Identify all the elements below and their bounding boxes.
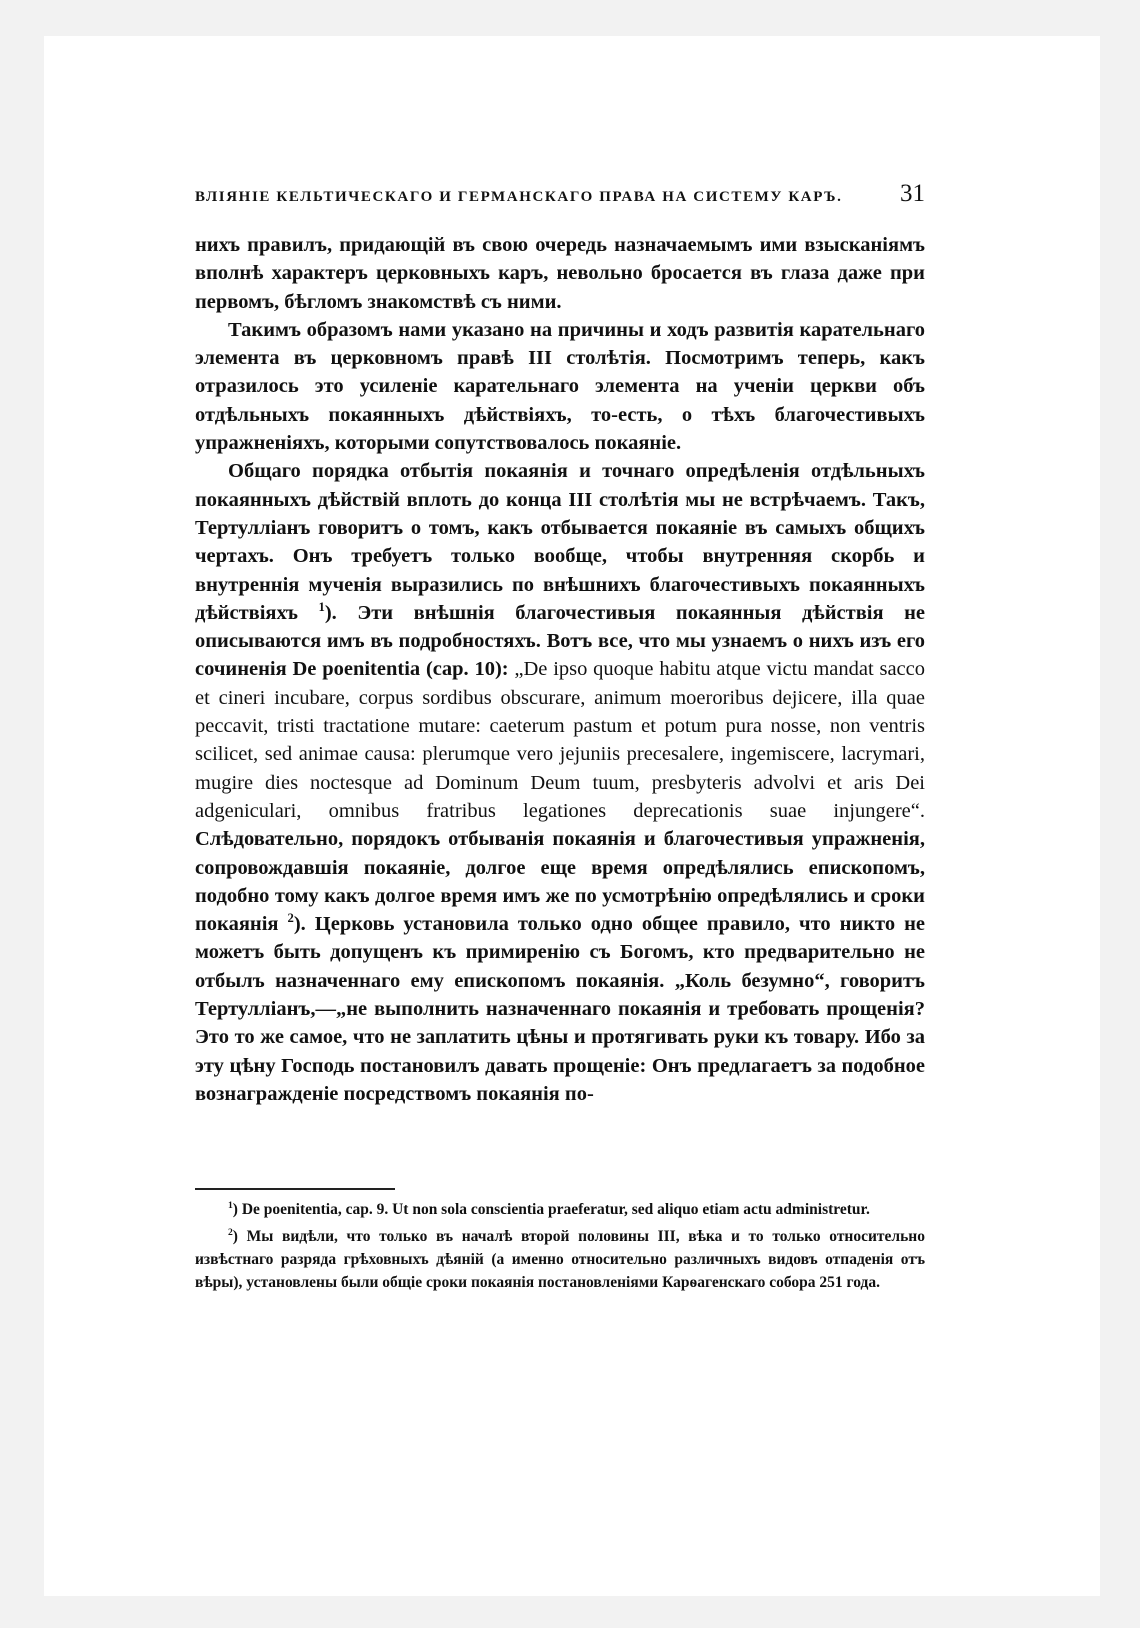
latin-quotation: „De ipso quoque habitu atque victu mandat sacco et cineri incubare, corpus sordibus obscurare, animum moeroribus dejicere, illa quae peccavit, tristi tractatione mutare: caeterum pastum et potum pura nosse, non ventris scilicet, sed animae causa: plerumque vero jejuniis precesalere, ingemiscere, lacrymari, mugire dies noctesque ad Dominum Deum tuum, presbyteris advolvi et aris Dei adgeniculari, omnibus fratribus legationes deprecationis suae injungere“.	[195, 658, 926, 822]
paragraph-3-part-c: Слѣдовательно, порядокъ отбыванія покаянія и благочестивыя упражненія, сопровождавшія покаяніе, долгое еще время опредѣлялись епископомъ, подобно тому какъ долгое время имъ же по усмотрѣнію опредѣлялись и сроки покаянія	[195, 828, 925, 936]
paragraph-3	[195, 457, 925, 1108]
paragraph-3-part-b: ). Эти внѣшнія благочестивыя покаянныя дѣйствія не описываются имъ въ подробностяхъ. Вотъ все, что мы узнаемъ о нихъ изъ его сочиненія De poenitentia (cap. 10):	[195, 601, 926, 681]
paragraph-1: нихъ правилъ, придающій въ свою очередь назначаемымъ ими взысканіямъ вполнѣ характеръ церковныхъ каръ, невольно бросается въ глаза даже при первомъ, бѣгломъ знакомствѣ съ ними.	[195, 234, 925, 313]
paragraph-3-part-d: ). Церковь установила только одно общее правило, что никто не можетъ быть допущенъ къ примиренію съ Богомъ, кто предварительно не отбылъ назначеннаго ему епископомъ покаянія. „Коль безумно“, говоритъ Тертулліанъ,—„не выполнить назначеннаго покаянія и требовать прощенія? Это то же самое, что не заплатить цѣны и протягивать руки къ товару. Ибо за эту цѣну Господь постановилъ давать прощеніе: Онъ предлагаетъ за подобное вознагражденіе посредствомъ покаянія по-	[195, 913, 926, 1105]
body-text	[195, 231, 925, 1108]
footnote-ref-2: 2	[287, 911, 294, 926]
footnote-1-marker: 1	[228, 1199, 233, 1211]
footnote-2	[195, 1225, 925, 1294]
footnote-1-text: ) De poenitentia, cap. 9. Ut non sola conscientia praeferatur, sed aliquo etiam actu administretur.	[232, 1201, 870, 1218]
paragraph-2: Такимъ образомъ нами указано на причины и ходъ развитія карательнаго элемента въ церковномъ правѣ III столѣтія. Посмотримъ теперь, какъ отразилось это усиленіе карательнаго элемента на ученіи церкви объ отдѣльныхъ покаянныхъ дѣйствіяхъ, то-есть, о тѣхъ благочестивыхъ упражненіяхъ, которыми сопутствовалось покаяніе.	[195, 318, 925, 455]
footnotes	[195, 1198, 925, 1298]
running-head	[195, 180, 925, 214]
footnote-2-text: ) Мы видѣли, что только въ началѣ второй половины III, вѣка и то только относительно извѣстнаго разряда грѣховныхъ дѣяній (а именно относительно различныхъ видовъ отпаденія отъ вѣры), установлены были общіе сроки покаянія постановленіями Карѳагенскаго собора 251 года.	[195, 1228, 925, 1291]
footnote-rule	[195, 1188, 395, 1190]
running-title: ВЛІЯНІЕ КЕЛЬТИЧЕСКАГО И ГЕРМАНСКАГО ПРАВА НА СИСТЕМУ КАРЪ.	[195, 189, 843, 205]
footnote-2-marker: 2	[228, 1226, 233, 1238]
footnote-ref-1: 1	[318, 600, 325, 615]
paragraph-3-part-a: Общаго порядка отбытія покаянія и точнаго опредѣленія отдѣльныхъ покаянныхъ дѣйствій вплоть до конца III столѣтія мы не встрѣчаемъ. Такъ, Тертулліанъ говоритъ о томъ, какъ отбывается покаяніе въ самыхъ общихъ чертахъ. Онъ требуетъ только вообще, чтобы внутренняя скорбь и внутреннія мученія выразились по внѣшнихъ благочестивыхъ покаянныхъ дѣйствіяхъ	[195, 460, 925, 624]
page-number: 31	[900, 180, 925, 207]
footnote-1	[195, 1198, 925, 1221]
